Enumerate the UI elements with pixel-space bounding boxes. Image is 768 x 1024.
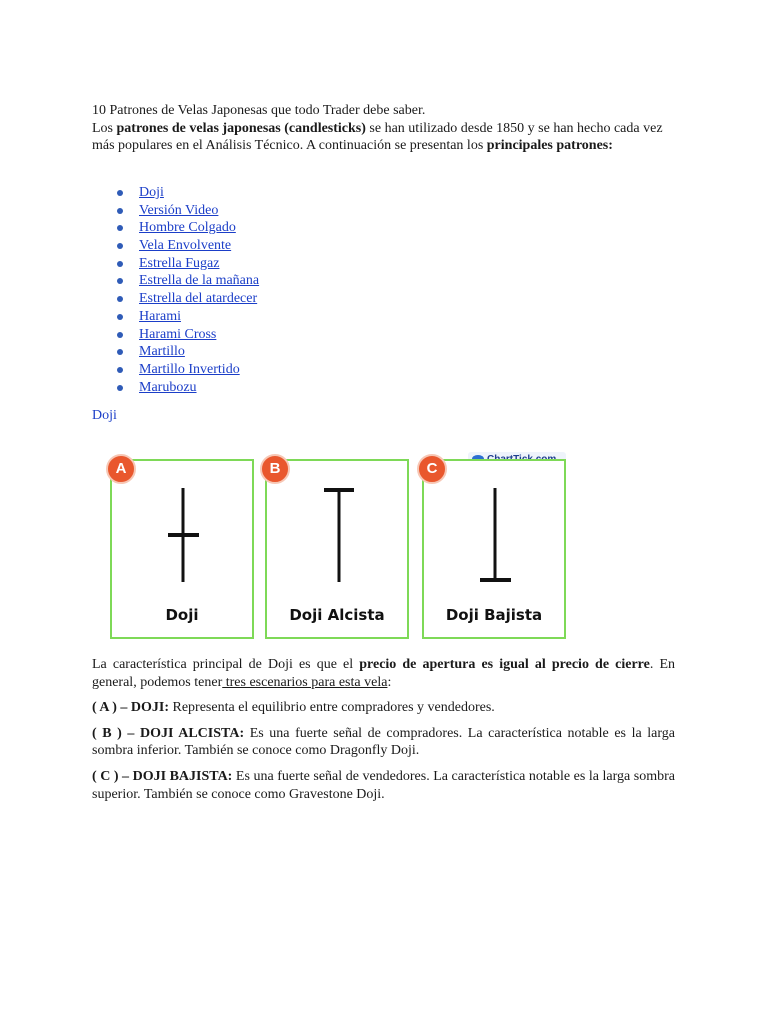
link-martillo[interactable]: Martillo xyxy=(139,344,185,360)
list-item xyxy=(92,308,259,326)
list-item xyxy=(92,184,259,202)
body-text: . En general, podemos tener xyxy=(92,657,676,690)
bullet-icon xyxy=(117,243,123,249)
list-item xyxy=(92,255,259,273)
body-underlined-scenarios: tres escenarios para esta vela xyxy=(222,674,388,690)
panel-label: Doji Alcista xyxy=(289,606,385,625)
doc-title: 10 Patrones de Velas Japonesas que todo Trader debe saber. xyxy=(92,103,426,118)
link-doji[interactable]: Doji xyxy=(139,185,164,200)
panel-doji-alcista xyxy=(265,459,409,639)
panel-doji-bajista xyxy=(422,459,566,639)
scenario-b-label: ( B ) – DOJI ALCISTA: xyxy=(92,725,245,741)
scenario-a-label: ( A ) – DOJI: xyxy=(92,700,169,716)
intro-text: Los xyxy=(92,120,117,136)
badge-a: A xyxy=(106,454,136,484)
list-item xyxy=(92,237,259,255)
panel-label: Doji xyxy=(165,606,199,625)
bullet-icon xyxy=(117,332,123,338)
link-vela-envolvente[interactable]: Vela Envolvente xyxy=(139,238,232,254)
doji-explanation xyxy=(92,656,675,811)
intro-text: se han utilizado desde 1850 y se han hecho cada vez más populares en el Análisis Técnico. A continuación se presentan los xyxy=(92,120,663,154)
intro-paragraph xyxy=(92,120,677,155)
scenario-b xyxy=(92,725,675,760)
list-item xyxy=(92,326,259,344)
doji-figure xyxy=(102,450,572,645)
list-item xyxy=(92,379,259,397)
list-item xyxy=(92,219,259,237)
list-item xyxy=(92,272,259,290)
badge-b: B xyxy=(260,454,290,484)
bullet-icon xyxy=(117,208,123,214)
body-text: : xyxy=(387,674,392,690)
bullet-icon xyxy=(117,349,123,355)
panel-doji xyxy=(110,459,254,639)
bullet-icon xyxy=(117,314,123,320)
intro xyxy=(92,102,677,155)
bullet-icon xyxy=(117,367,123,373)
link-harami[interactable]: Harami xyxy=(139,308,181,324)
link-hombre-colgado[interactable]: Hombre Colgado xyxy=(139,220,236,236)
bullet-icon xyxy=(117,385,123,391)
list-item xyxy=(92,202,259,220)
pattern-link-list xyxy=(92,184,259,396)
link-marubozu[interactable]: Marubozu xyxy=(139,379,197,395)
intro-bold-candlesticks: patrones de velas japonesas (candlesticks) xyxy=(116,120,366,136)
body-text: La característica principal de Doji es que el xyxy=(92,657,360,672)
list-item xyxy=(92,343,259,361)
list-item xyxy=(92,290,259,308)
link-harami-cross[interactable]: Harami Cross xyxy=(139,326,217,342)
link-version-video[interactable]: Versión Video xyxy=(139,202,219,218)
bullet-icon xyxy=(117,261,123,267)
link-martillo-invertido[interactable]: Martillo Invertido xyxy=(139,361,240,377)
scenario-a xyxy=(92,699,675,717)
section-heading-doji: Doji xyxy=(92,408,117,423)
panel-label: Doji Bajista xyxy=(445,606,543,625)
scenario-c-label: ( C ) – DOJI BAJISTA: xyxy=(92,768,233,784)
link-estrella-fugaz[interactable]: Estrella Fugaz xyxy=(139,255,220,271)
link-estrella-manana[interactable]: Estrella de la mañana xyxy=(139,273,260,289)
intro-bold-patterns: principales patrones: xyxy=(486,138,613,154)
bullet-icon xyxy=(117,190,123,196)
scenario-c xyxy=(92,768,675,803)
scenario-a-text: Representa el equilibrio entre compradores y vendedores. xyxy=(169,700,495,716)
list-item xyxy=(92,361,259,379)
badge-c: C xyxy=(417,454,447,484)
bullet-icon xyxy=(117,296,123,302)
scenario-c-text: Es una fuerte señal de vendedores. La característica notable es la larga sombra superior. También se conoce como Gravestone Doji. xyxy=(92,768,676,802)
bullet-icon xyxy=(117,278,123,284)
scenario-b-text: Es una fuerte señal de compradores. La característica notable es la larga sombra inferior. También se conoce como Dragonfly Doji. xyxy=(92,725,676,759)
doji-main-paragraph xyxy=(92,656,675,691)
bullet-icon xyxy=(117,225,123,231)
link-estrella-atardecer[interactable]: Estrella del atardecer xyxy=(139,291,258,307)
body-bold-price: precio de apertura es igual al precio de cierre xyxy=(359,657,650,672)
